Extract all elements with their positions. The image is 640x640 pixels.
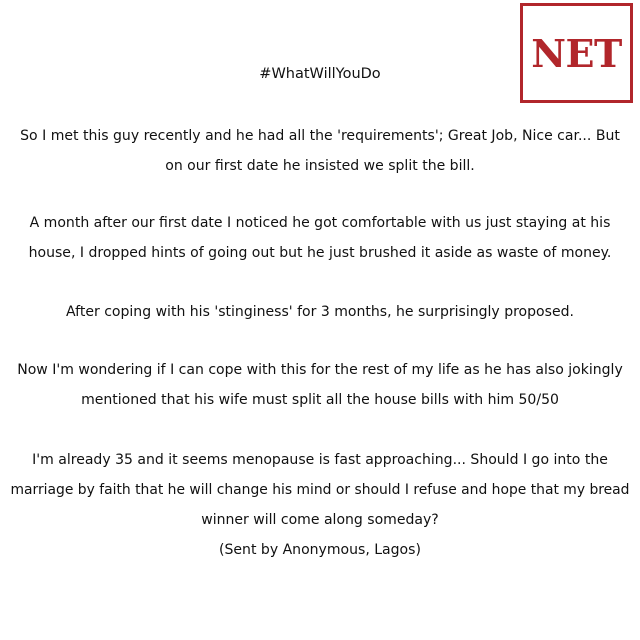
paragraph-3: [0, 297, 640, 327]
paragraph-1: [0, 121, 640, 181]
paragraph-line: After coping with his 'stinginess' for 3 months, he surprisingly proposed.: [66, 304, 574, 320]
paragraph-2: [0, 208, 640, 268]
paragraph-4: [0, 355, 640, 415]
paragraph-line: So I met this guy recently and he had all the 'requirements'; Great Job, Nice car... But: [20, 128, 620, 144]
paragraph-line: on our first date he insisted we split the bill.: [165, 158, 475, 174]
paragraph-5: [0, 445, 640, 565]
net-logo: [520, 3, 633, 103]
hashtag-title: #WhatWillYouDo: [259, 66, 381, 82]
paragraph-line: I'm already 35 and it seems menopause is fast approaching... Should I go into the: [32, 452, 608, 468]
paragraph-line: marriage by faith that he will change his mind or should I refuse and hope that my bread: [10, 482, 630, 498]
paragraph-signature: (Sent by Anonymous, Lagos): [219, 542, 421, 558]
paragraph-line: Now I'm wondering if I can cope with this for the rest of my life as he has also jokingly: [17, 362, 623, 378]
paragraph-line: A month after our first date I noticed he got comfortable with us just staying at his: [29, 215, 611, 231]
logo-text: NET: [531, 30, 622, 76]
paragraph-line: mentioned that his wife must split all the house bills with him 50/50: [81, 392, 559, 408]
paragraph-line: house, I dropped hints of going out but he just brushed it aside as waste of money.: [28, 245, 612, 261]
paragraph-line: winner will come along someday?: [201, 512, 439, 528]
